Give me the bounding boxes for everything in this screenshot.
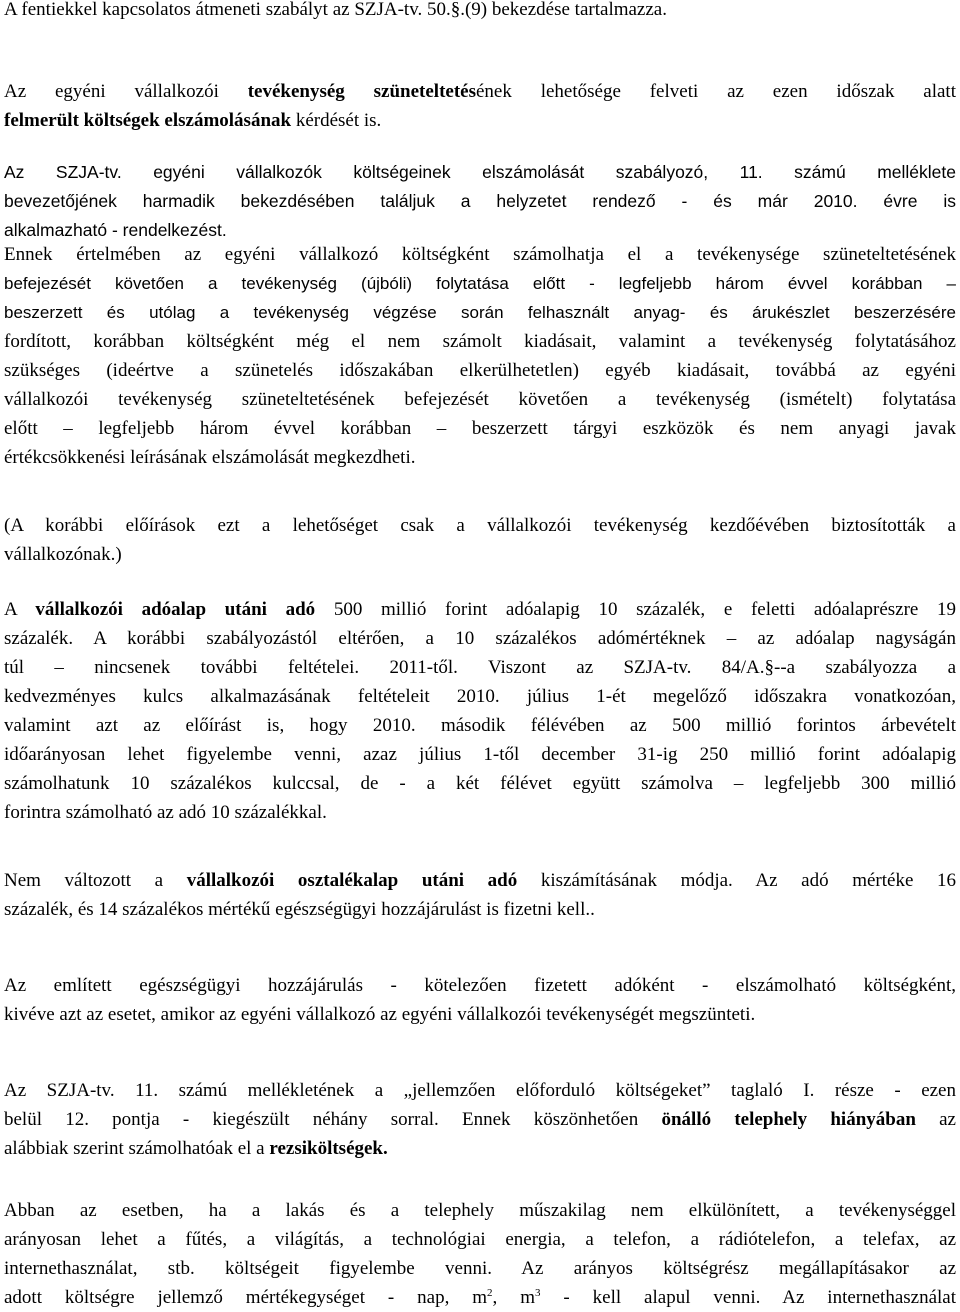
text-line: előtt – legfeljebb három évvel korábban – beszerzett tárgyi eszközök és nem anyagi javak	[4, 418, 956, 439]
text-line: A vállalkozói adóalap utáni adó 500 millió forint adóalapig 10 százalék, e feletti adóalaprészre 19	[4, 599, 956, 620]
text-line: bevezetőjének harmadik bekezdésében találjuk a helyzetet rendező - és már 2010. évre is	[4, 191, 956, 211]
text-line: Az SZJA-tv. egyéni vállalkozók költségeinek elszámolását szabályozó, 11. számú melléklete	[4, 162, 956, 182]
text-line: vállalkozónak.)	[4, 544, 122, 565]
paragraph-cost-accounting	[4, 240, 956, 472]
text-line: arányosan lehet a fűtés, a világítás, a technológiai energia, a telefon, a rádiótelefon, a telefax, az	[4, 1229, 956, 1250]
text-line: százalék, és 14 százalékos mértékű egészségügyi hozzájárulást is fizetni kell..	[4, 899, 595, 920]
text-line: időarányosan lehet figyelembe venni, azaz július 1-től december 31-ig 250 millió forint adóalapig	[4, 744, 956, 765]
paragraph-transitional-rule	[4, 0, 956, 24]
text-line: szükséges (ideértve a szünetelés időszakában elkerülhetetlen) egyéb kiadásait, továbbá az egyéni	[4, 360, 956, 381]
text-line: fordított, korábban költségként még el nem számolt kiadásait, valamint a tevékenység folytatásához	[4, 331, 956, 352]
text-line: internethasználat, stb. költségeit figyelembe venni. Az arányos költségrész megállapításakor az	[4, 1258, 956, 1279]
text-line: számolhatunk 10 százalékos kulccsal, de - a két félévet együtt számolva – legfeljebb 300 millió	[4, 773, 956, 794]
text-line: Abban az esetben, ha a lakás és a telephely műszakilag nem elkülönített, a tevékenységgel	[4, 1200, 956, 1221]
paragraph-typical-costs	[4, 1076, 956, 1163]
text-line: túl – nincsenek további feltételei. 2011-től. Viszont az SZJA-tv. 84/A.§--a szabályozza a	[4, 657, 956, 678]
text-line: adott költségre jellemző mértékegységet - nap, $m^2$, $m^3$ - kell alapul venni. Az internethasználat	[4, 1287, 957, 1308]
text-line: forintra számolható az adó 10 százalékkal.	[4, 802, 327, 823]
text-line: valamint azt az előírást is, hogy 2010. második félévében az 500 millió forintos árbevételt	[4, 715, 956, 736]
bold-phrase: rezsiköltségek.	[269, 1138, 388, 1159]
paragraph-business-tax	[4, 595, 956, 827]
text-line: beszerzett és utólag a tevékenység végzése során felhasznált anyag- és árukészlet beszerzésére	[4, 303, 956, 322]
text-line: A fentiekkel kapcsolatos átmeneti szabályt az SZJA-tv. 50.§.(9) bekezdése tartalmazza.	[4, 0, 667, 20]
text-line: alábbiak szerint számolhatóak el a rezsiköltségek.	[4, 1138, 388, 1159]
text-line: Nem változott a vállalkozói osztalékalap utáni adó kiszámításának módja. Az adó mértéke 16	[4, 870, 956, 891]
text-line: vállalkozói tevékenység szüneteltetésének befejezését követően a tevékenység (ismételt) folytatása	[4, 389, 956, 410]
text-line: kedvezményes kulcs alkalmazásának feltételeit 2010. július 1-ét megelőző időszakra vonatkozóan,	[4, 686, 956, 707]
paragraph-suspension-costs	[4, 77, 956, 135]
text-line: kivéve azt az esetet, amikor az egyéni vállalkozó az egyéni vállalkozói tevékenységét megszünteti.	[4, 1004, 756, 1025]
text-line: alkalmazható - rendelkezést.	[4, 220, 227, 240]
text-line: százalék. A korábbi szabályozástól eltérően, a 10 százalékos adómértéknek – az adóalap nagyságán	[4, 628, 956, 649]
bold-phrase: tevékenység szüneteltetés	[247, 81, 476, 102]
paragraph-previous-rules	[4, 511, 956, 569]
text-line: Az SZJA-tv. 11. számú mellékletének a „jellemzően előforduló költségeket” taglaló I. része - ezen	[4, 1080, 956, 1101]
text-line: felmerült költségek elszámolásának kérdését is.	[4, 110, 382, 131]
text-line: Ennek értelmében az egyéni vállalkozó költségként számolhatja el a tevékenysége szüneteltetésének	[4, 244, 956, 265]
text-line: (A korábbi előírások ezt a lehetőséget csak a vállalkozói tevékenység kezdőévében biztosították a	[4, 515, 956, 536]
text-line: befejezését követően a tevékenység (újbóli) folytatása előtt - legfeljebb három évvel korábban –	[4, 274, 956, 293]
text-line: belül 12. pontja - kiegészült néhány sorral. Ennek köszönhetően önálló telephely hiányában az	[4, 1109, 956, 1130]
bold-phrase: önálló telephely hiányában	[661, 1109, 916, 1130]
text-line: értékcsökkenési leírásának elszámolását megkezdheti.	[4, 447, 416, 468]
text-line: Az egyéni vállalkozói tevékenység szüneteltetésének lehetősége felveti az ezen időszak alatt	[4, 81, 956, 102]
bold-phrase: felmerült költségek elszámolásának	[4, 110, 292, 131]
paragraph-annex-11	[4, 158, 956, 245]
bold-phrase: vállalkozói osztalékalap utáni adó	[186, 870, 518, 891]
paragraph-overhead-costs	[4, 1196, 956, 1312]
bold-phrase: vállalkozói adóalap utáni adó	[35, 599, 316, 620]
paragraph-health-contribution	[4, 971, 956, 1029]
paragraph-dividend-tax	[4, 866, 956, 924]
text-line: Az említett egészségügyi hozzájárulás - kötelezően fizetett adóként - elszámolható költségként,	[4, 975, 956, 996]
